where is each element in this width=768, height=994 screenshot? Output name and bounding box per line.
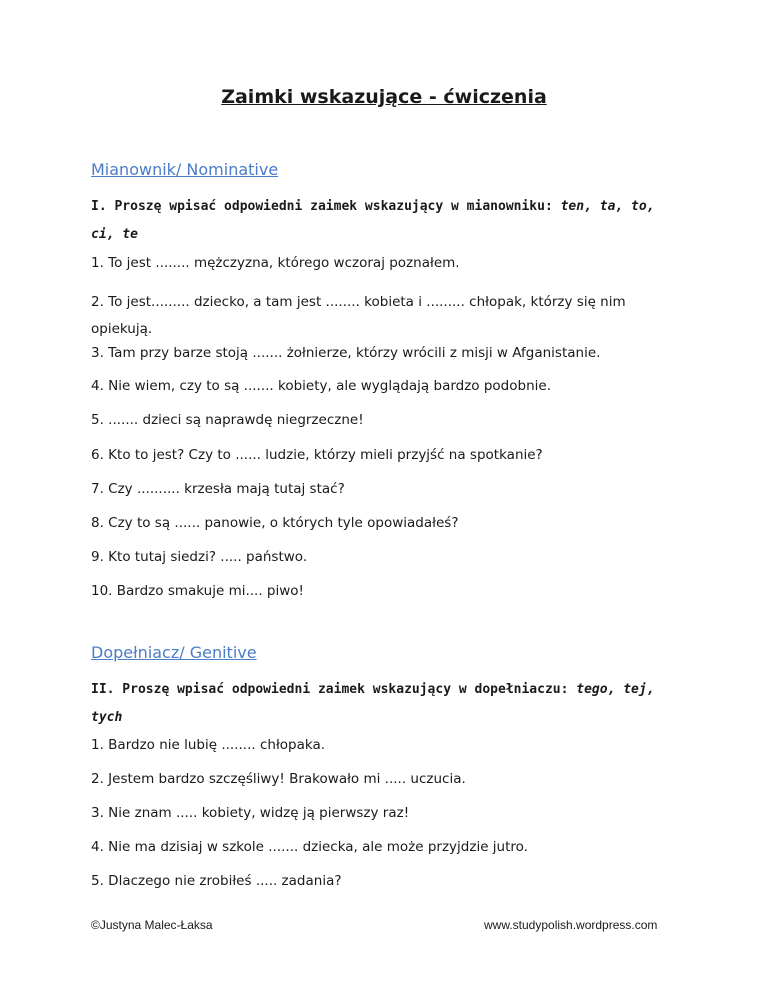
footer-website[interactable]: www.studypolish.wordpress.com — [484, 918, 658, 932]
exercise-item: 4. Nie ma dzisiaj w szkole ....... dziecka, ale może przyjdzie jutro. — [91, 839, 528, 855]
instruction-nominative — [91, 193, 681, 249]
exercise-item: 8. Czy to są ...... panowie, o których tyle opowiadałeś? — [91, 515, 459, 531]
exercise-item: 3. Nie znam ..... kobiety, widzę ją pierwszy raz! — [91, 805, 410, 821]
instruction-text: I. Proszę wpisać odpowiedni zaimek wskazujący w mianowniku: — [91, 199, 553, 214]
exercise-item: 3. Tam przy barze stoją ....... żołnierze, którzy wrócili z misji w Afganistanie. — [91, 345, 601, 361]
exercise-item: 10. Bardzo smakuje mi.... piwo! — [91, 583, 304, 599]
exercise-item: 6. Kto to jest? Czy to ...... ludzie, którzy mieli przyjść na spotkanie? — [91, 447, 543, 463]
exercise-item: 9. Kto tutaj siedzi? ..... państwo. — [91, 549, 308, 565]
page-title: Zaimki wskazujące - ćwiczenia — [221, 86, 547, 108]
exercise-item: 7. Czy .......... krzesła mają tutaj stać? — [91, 481, 345, 497]
instruction-genitive — [91, 676, 681, 732]
instruction-forms: tego, tej, tych — [91, 682, 655, 725]
section-heading-nominative: Mianownik/ Nominative — [91, 160, 279, 179]
instruction-text: II. Proszę wpisać odpowiedni zaimek wskazujący w dopełniaczu: — [91, 682, 569, 697]
exercise-item: 5. ....... dzieci są naprawdę niegrzeczne! — [91, 412, 364, 428]
exercise-item: 2. To jest......... dziecko, a tam jest ........ kobieta i ......... chłopak, którzy się nim opiekują. — [91, 294, 626, 337]
exercise-item: 1. Bardzo nie lubię ........ chłopaka. — [91, 737, 326, 753]
exercise-item: 4. Nie wiem, czy to są ....... kobiety, ale wyglądają bardzo podobnie. — [91, 378, 551, 394]
exercise-item: 1. To jest ........ mężczyzna, którego wczoraj poznałem. — [91, 255, 460, 271]
instruction-forms: ten, ta, to, ci, te — [91, 199, 655, 242]
section-heading-genitive: Dopełniacz/ Genitive — [91, 643, 257, 662]
footer-author: ©Justyna Malec-Łaksa — [91, 918, 213, 932]
exercise-item: 5. Dlaczego nie zrobiłeś ..... zadania? — [91, 873, 342, 889]
exercise-item: 2. Jestem bardzo szczęśliwy! Brakowało mi ..... uczucia. — [91, 771, 466, 787]
